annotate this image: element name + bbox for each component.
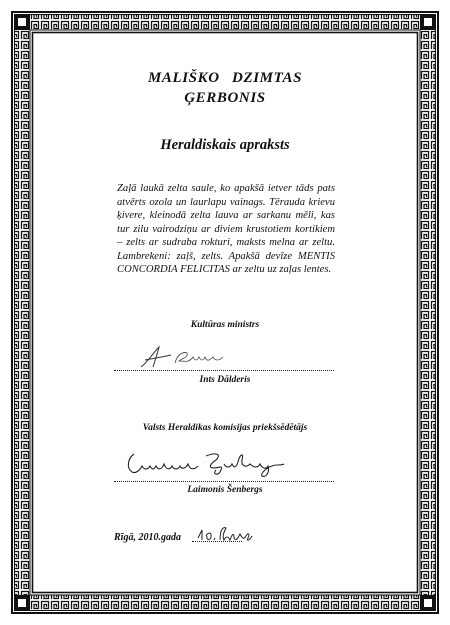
- signatory-name-commission-chair: Laimonis Šenbergs: [187, 485, 263, 495]
- signature-line-commission-chair: [114, 481, 334, 482]
- signature-minister: [135, 343, 255, 373]
- signatory-title-minister: Kultūras ministrs: [190, 320, 260, 330]
- date-label: Rīgā, 2010.gada: [114, 532, 181, 543]
- document-title-line2: ĢERBONIS: [184, 90, 266, 106]
- section-title: Heraldiskais apraksts: [160, 137, 290, 153]
- heraldic-description: Zaļā laukā zelta saule, ko apakšā ietver tāds pats atvērts ozola un laurlapu vainags. Tērauda krievu ķivere, kleinodā zelta lauva ar sarkanu mēli, kas tur zilu vairodziņu ar diviem krustotiem kortikiem – zelts ar sudraba rokturi, maksts melna ar zeltu. Lambrekeni: zaļš, zelts. Apakšā devīze MENTIS CONCORDIA FELICITAS ar zeltu uz zaļas lentes.: [117, 183, 335, 275]
- signature-commission-chair: [120, 446, 300, 480]
- signature-line-minister: [114, 370, 334, 371]
- signatory-name-minister: Ints Dālderis: [199, 375, 251, 385]
- handwritten-date: [194, 522, 256, 544]
- document-title-line1: MALIŠKO DZIMTAS: [147, 70, 303, 86]
- signatory-title-commission-chair: Valsts Heraldikas komisijas priekšsēdētājs: [142, 423, 308, 433]
